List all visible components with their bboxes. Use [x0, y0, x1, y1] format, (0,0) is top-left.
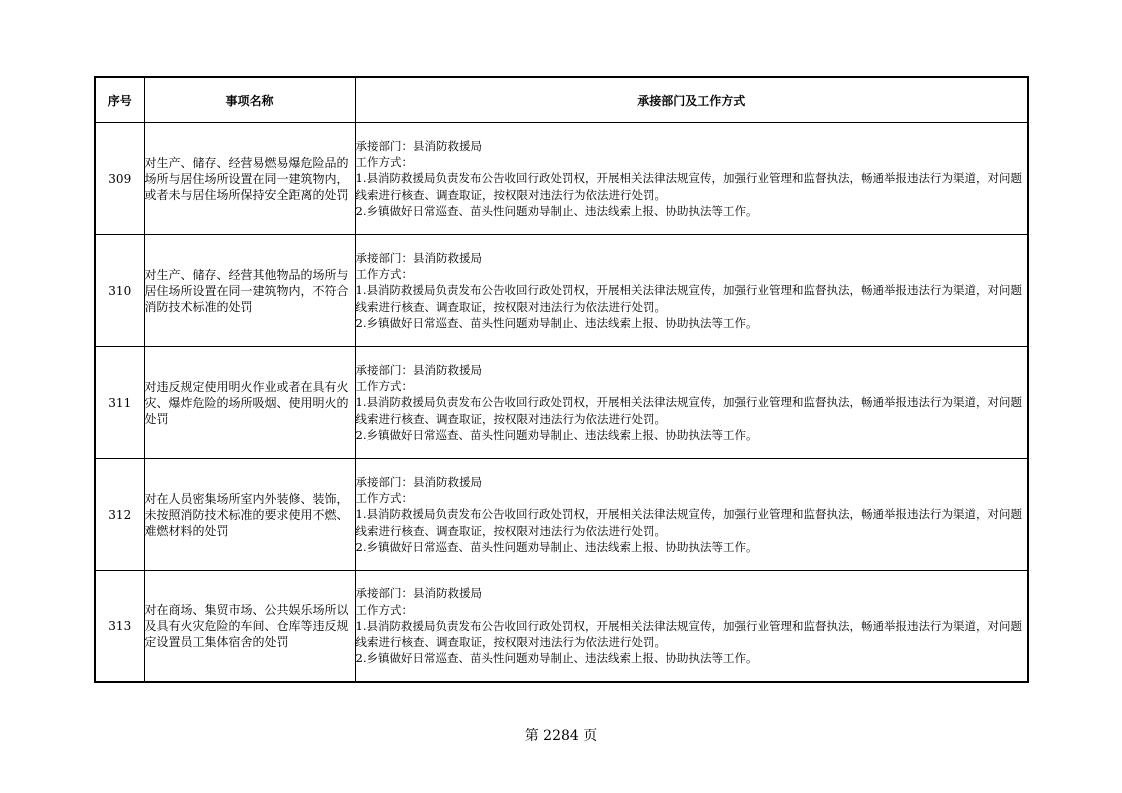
row-number: 309	[95, 123, 144, 235]
row-item-name: 对在商场、集贸市场、公共娱乐场所以及具有火灾危险的车间、仓库等违反规定设置员工集体宿舍的处罚	[144, 571, 355, 683]
row-item-name: 对生产、储存、经营其他物品的场所与居住场所设置在同一建筑物内，不符合消防技术标准的处罚	[144, 235, 355, 347]
row-number: 313	[95, 571, 144, 683]
row-number: 310	[95, 235, 144, 347]
table-row	[95, 347, 1028, 459]
row-item-name: 对在人员密集场所室内外装修、装饰，未按照消防技术标准的要求使用不燃、难燃材料的处罚	[144, 459, 355, 571]
table-row	[95, 235, 1028, 347]
table-row	[95, 571, 1028, 683]
row-item-name: 对生产、储存、经营易燃易爆危险品的场所与居住场所设置在同一建筑物内，或者未与居住场所保持安全距离的处罚	[144, 123, 355, 235]
table-row	[95, 123, 1028, 235]
table-row	[95, 459, 1028, 571]
row-department-method: 承接部门：县消防救援局 工作方式： 1.县消防救援局负责发布公告收回行政处罚权，开展相关法律法规宣传，加强行业管理和监督执法，畅通举报违法行为渠道，对问题线索进行核查、调查取证，按权限对违法行为依法进行处罚。 2.乡镇做好日常巡查、苗头性问题劝导制止、违法线索上报、协助执法等工作。	[355, 459, 1028, 571]
row-number: 312	[95, 459, 144, 571]
row-number: 311	[95, 347, 144, 459]
row-item-name: 对违反规定使用明火作业或者在具有火灾、爆炸危险的场所吸烟、使用明火的处罚	[144, 347, 355, 459]
row-department-method: 承接部门：县消防救援局 工作方式： 1.县消防救援局负责发布公告收回行政处罚权，开展相关法律法规宣传，加强行业管理和监督执法，畅通举报违法行为渠道，对问题线索进行核查、调查取证，按权限对违法行为依法进行处罚。 2.乡镇做好日常巡查、苗头性问题劝导制止、违法线索上报、协助执法等工作。	[355, 123, 1028, 235]
matters-table	[94, 76, 1029, 683]
table-header-row	[95, 77, 1028, 123]
header-department-method: 承接部门及工作方式	[355, 77, 1028, 123]
page-number: 第 2284 页	[524, 728, 598, 744]
row-department-method: 承接部门：县消防救援局 工作方式： 1.县消防救援局负责发布公告收回行政处罚权，开展相关法律法规宣传，加强行业管理和监督执法，畅通举报违法行为渠道，对问题线索进行核查、调查取证，按权限对违法行为依法进行处罚。 2.乡镇做好日常巡查、苗头性问题劝导制止、违法线索上报、协助执法等工作。	[355, 235, 1028, 347]
header-serial-number: 序号	[95, 77, 144, 123]
row-department-method: 承接部门：县消防救援局 工作方式： 1.县消防救援局负责发布公告收回行政处罚权，开展相关法律法规宣传，加强行业管理和监督执法，畅通举报违法行为渠道，对问题线索进行核查、调查取证，按权限对违法行为依法进行处罚。 2.乡镇做好日常巡查、苗头性问题劝导制止、违法线索上报、协助执法等工作。	[355, 347, 1028, 459]
header-item-name: 事项名称	[144, 77, 355, 123]
row-department-method: 承接部门：县消防救援局 工作方式： 1.县消防救援局负责发布公告收回行政处罚权，开展相关法律法规宣传，加强行业管理和监督执法，畅通举报违法行为渠道，对问题线索进行核查、调查取证，按权限对违法行为依法进行处罚。 2.乡镇做好日常巡查、苗头性问题劝导制止、违法线索上报、协助执法等工作。	[355, 571, 1028, 683]
